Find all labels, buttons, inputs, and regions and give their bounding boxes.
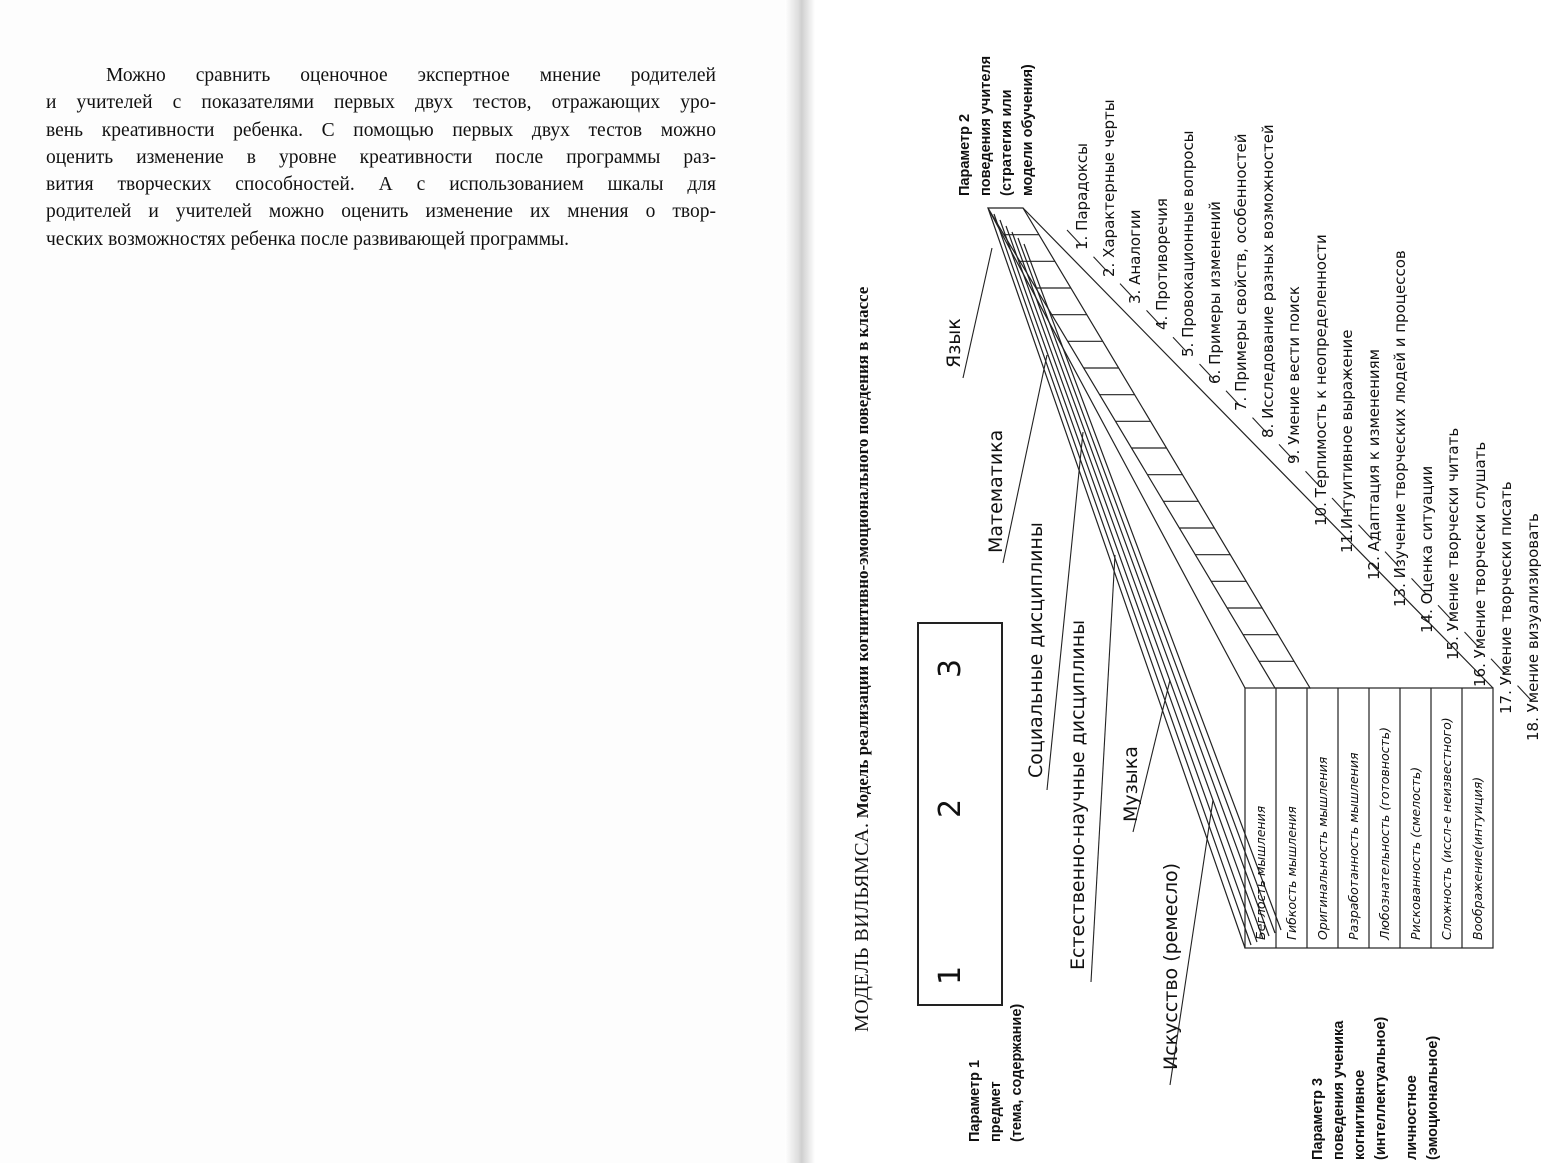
figure-title: МОДЕЛЬ ВИЛЬЯМСА. Модель реализации когнитивно-эмоционального поведения в классе (851, 286, 873, 1032)
paragraph-line: родителей и учителей можно оценить изменение их мнения о твор- (46, 201, 716, 223)
param2-label: Параметр 2 поведения учителя (стратегия или модели обучения) (957, 55, 1036, 196)
flow-step-2: 2 (933, 798, 968, 818)
body-paragraph (46, 62, 716, 253)
subject-language: Язык (943, 318, 965, 368)
strategy-label: 11.Интуитивное выражение (1338, 329, 1356, 553)
right-page (815, 0, 1561, 1163)
paragraph-line: вития творческих способностей. А с использованием шкалы для (46, 174, 716, 196)
strategy-label: 1. Парадоксы (1073, 143, 1091, 250)
subject-arrow (1003, 355, 1047, 563)
strategy-label: 4. Противоречия (1152, 198, 1171, 331)
behavior-label: Любознательность (готовность) (1377, 726, 1392, 940)
strategy-label: 2. Характерные черты (1099, 99, 1118, 277)
param3-label: Параметр 3 поведения ученика когнитивное (интеллектуальное) личностное (эмоциональное) (1310, 1016, 1441, 1160)
strategy-label: 8. Исследование разных возможностей (1258, 123, 1277, 438)
strategy-label: 7. Примеры свойств, особенностей (1232, 133, 1250, 411)
behavior-label: Разработанность мышления (1346, 752, 1361, 940)
strategy-label: 15. Умение творчески читать (1444, 428, 1462, 661)
strategy-label: 10. Терпимость к неопределенности (1311, 234, 1330, 527)
subject-arrow (1133, 680, 1170, 832)
strategy-label: 6. Примеры изменений (1205, 201, 1224, 384)
behavior-label: Оригинальность мышления (1315, 756, 1330, 940)
subject-science: Естественно-научные дисциплины (1067, 619, 1089, 970)
behavior-label: Беглость мышления (1253, 805, 1268, 940)
param1-label: Параметр 1 предмет (тема, содержание) (967, 1003, 1025, 1142)
strategy-label: 5. Провокационные вопросы (1179, 130, 1197, 358)
flow-step-1: 1 (933, 965, 968, 985)
strategy-label: 9. Умение вести поиск (1285, 286, 1303, 465)
strategy-label: 16. Умение творчески слушать (1470, 441, 1489, 687)
behavior-label: Гибкость мышления (1284, 806, 1299, 940)
subject-math: Математика (985, 429, 1007, 553)
strategy-label: 3. Аналогии (1126, 209, 1144, 304)
paragraph-line: и учителей с показателями первых двух тестов, отражающих уро- (46, 92, 716, 114)
flow-step-3: 3 (933, 658, 968, 678)
strategy-label: 18. Умение визуализировать (1523, 512, 1542, 741)
paragraph-line: оценить изменение в уровне креативности после программы раз- (46, 146, 716, 168)
behavior-label: Воображение(интуиция) (1470, 776, 1485, 940)
strategy-label: 17. Умение творчески писать (1497, 481, 1515, 714)
paragraph-line: Можно сравнить оценочное экспертное мнение родителей (106, 65, 716, 86)
book-spine (785, 0, 815, 1163)
subject-art: Искусство (ремесло) (1160, 862, 1182, 1070)
behavior-label: Сложность (иссл-е неизвестного) (1439, 717, 1454, 940)
subject-arrow (1170, 800, 1213, 1085)
paragraph-line: ческих возможностях ребенка после развивающей программы. (46, 228, 570, 250)
subject-social: Социальные дисциплины (1025, 522, 1047, 778)
subject-arrow (1091, 555, 1115, 982)
subject-arrow (963, 248, 992, 378)
strategy-label: 12. Адаптация к изменениям (1364, 348, 1383, 580)
paragraph-line: вень креативности ребенка. С помощью первых двух тестов можно (46, 119, 716, 141)
strategy-label: 13. Изучение творческих людей и процессов (1391, 249, 1409, 607)
subject-arrow (1047, 432, 1083, 790)
behavior-label: Рискованность (смелость) (1408, 766, 1423, 940)
strategy-label: 14. Оценка ситуации (1417, 466, 1436, 634)
subject-music: Музыка (1120, 746, 1142, 822)
